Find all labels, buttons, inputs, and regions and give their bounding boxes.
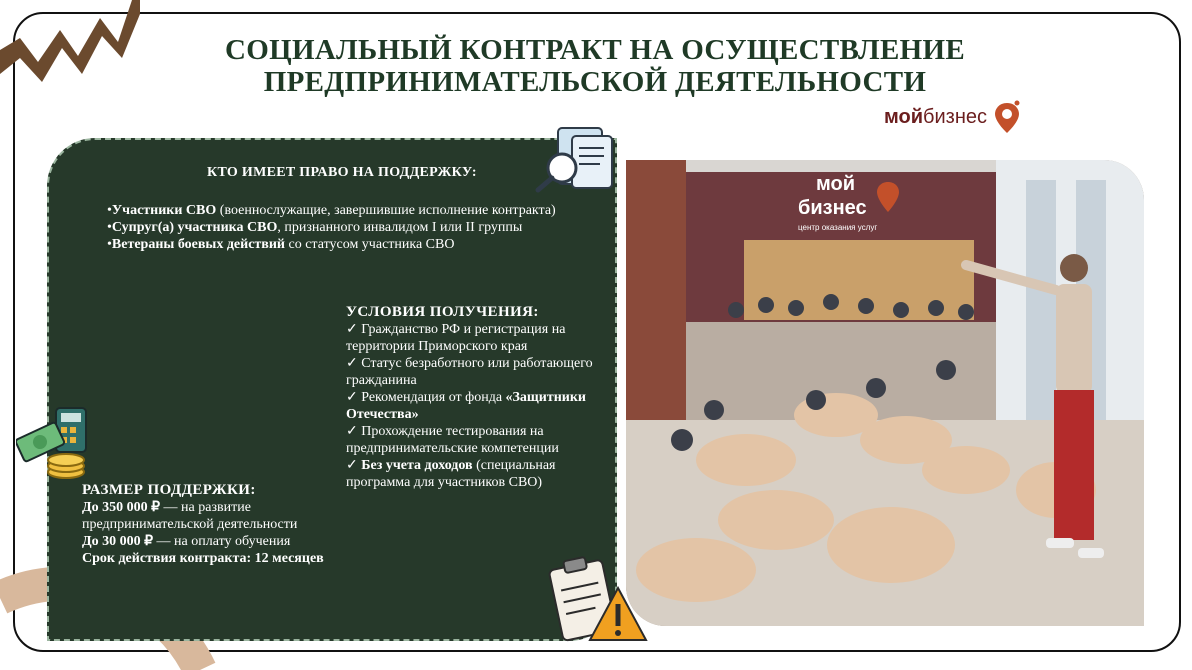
check-icon: ✓	[346, 322, 358, 337]
page-title	[140, 34, 1050, 98]
brand-name	[884, 106, 987, 129]
conditions-heading: УСЛОВИЯ ПОЛУЧЕНИЯ:	[346, 304, 539, 320]
check-icon: ✓	[346, 458, 358, 473]
support-heading: РАЗМЕР ПОДДЕРЖКИ:	[82, 482, 256, 498]
support-line: Срок действия контракта: 12 месяцев	[82, 551, 324, 566]
support-line: До 30 000 ₽ — на оплату обучения	[82, 534, 291, 549]
support-block	[82, 482, 352, 567]
list-item: ✓ Статус безработного или работающего гражданина	[346, 356, 593, 388]
title-line-1: СОЦИАЛЬНЫЙ КОНТРАКТ НА ОСУЩЕСТВЛЕНИЕ	[225, 34, 965, 66]
list-item: •Ветераны боевых действий со статусом участника СВО	[107, 237, 455, 252]
event-photo-illustration	[626, 160, 1144, 626]
list-item: ✓ Прохождение тестирования на предпринимательские компетенции	[346, 424, 559, 456]
list-item: ✓ Гражданство РФ и регистрация на территории Приморского края	[346, 322, 566, 354]
list-item: ✓ Рекомендация от фонда «Защитники Отечества»	[346, 390, 586, 422]
list-item: •Супруг(а) участника СВО, признанного инвалидом I или II группы	[107, 220, 523, 235]
conditions-block	[346, 304, 616, 491]
photo-sign-line1: мой	[816, 173, 856, 195]
event-photo	[626, 160, 1144, 626]
money-coins-icon	[16, 406, 90, 480]
check-icon: ✓	[346, 390, 358, 405]
brand-name-light: бизнес	[923, 105, 988, 128]
check-icon: ✓	[346, 424, 358, 439]
title-line-2: ПРЕДПРИНИМАТЕЛЬСКОЙ ДЕЯТЕЛЬНОСТИ	[263, 66, 927, 98]
location-pin-icon	[993, 100, 1021, 134]
zigzag-decoration	[0, 0, 140, 92]
photo-sign-line2: бизнес	[798, 197, 867, 219]
list-item: ✓ Без учета доходов (специальная программа для участников СВО)	[346, 458, 556, 490]
who-list	[107, 202, 607, 253]
support-line: До 350 000 ₽ — на развитие предпринимательской деятельности	[82, 500, 298, 532]
who-heading: КТО ИМЕЕТ ПРАВО НА ПОДДЕРЖКУ:	[207, 165, 477, 180]
list-item: •Участники СВО (военнослужащие, завершившие исполнение контракта)	[107, 203, 556, 218]
brand-logo	[884, 100, 1021, 134]
document-search-icon	[532, 122, 618, 194]
brand-name-bold: мой	[884, 105, 924, 128]
check-icon: ✓	[346, 356, 358, 371]
photo-sign-line3: центр оказания услуг	[798, 223, 878, 232]
